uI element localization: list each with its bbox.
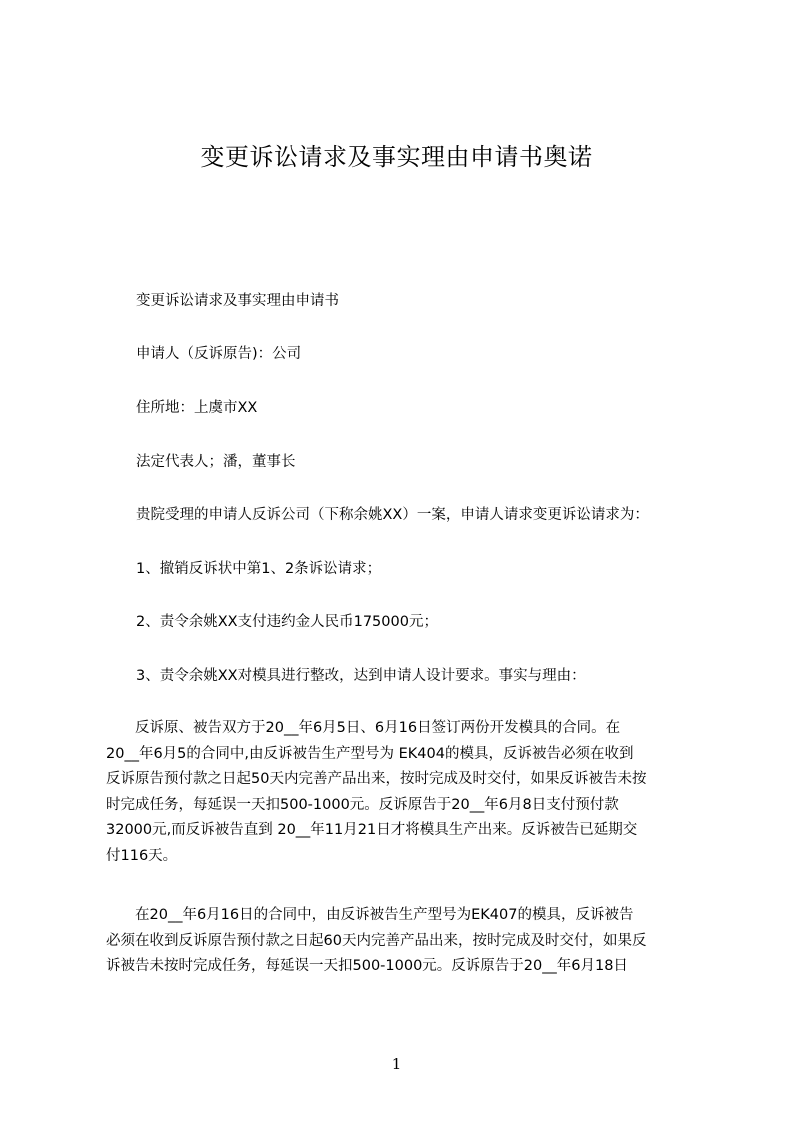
- paragraph-line: 20__年6月5的合同中,由反诉被告生产型号为 EK404的模具，反诉被告必须在收到: [106, 745, 634, 762]
- body-line-request-3: 3、责令余姚XX对模具进行整改，达到申请人设计要求。事实与理由：: [136, 668, 586, 684]
- paragraph-line: 在20__年6月16日的合同中，由反诉被告生产型号为EK407的模具，反诉被告: [106, 907, 634, 923]
- paragraph-first-contract: [106, 716, 696, 870]
- paragraph-line: 时完成任务，每延误一天扣500-1000元。反诉原告于20__年6月8日支付预付款: [106, 796, 619, 813]
- body-line-request-2: 2、责令余姚XX支付违约金人民币175000元；: [136, 614, 438, 630]
- body-line-legal-representative: 法定代表人；潘，董事长: [136, 454, 296, 470]
- paragraph-line: 32000元,而反诉被告直到 20__年11月21日才将模具生产出来。反诉被告已延期交: [106, 822, 638, 839]
- body-line-request-1: 1、撤销反诉状中第1、2条诉讼请求；: [136, 561, 382, 577]
- paragraph-line: 付116天。: [106, 847, 178, 864]
- document-title: 变更诉讼请求及事实理由申请书奥诺: [200, 143, 593, 171]
- paragraph-line: 反诉原告预付款之日起50天内完善产品出来，按时完成及时交付，如果反诉被告未按: [106, 771, 647, 788]
- body-line-intro: 贵院受理的申请人反诉公司（下称余姚XX）一案，申请人请求变更诉讼请求为：: [136, 507, 649, 523]
- paragraph-line: 诉被告未按时完成任务，每延误一天扣500-1000元。反诉原告于20__年6月18日: [106, 958, 628, 975]
- page-number: 1: [391, 1055, 402, 1073]
- paragraph-second-contract: [106, 903, 696, 980]
- body-line-address: 住所地：上虞市XX: [136, 400, 258, 416]
- paragraph-line: 反诉原、被告双方于20__年6月5日、6月16日签订两份开发模具的合同。在: [106, 720, 621, 736]
- paragraph-line: 必须在收到反诉原告预付款之日起60天内完善产品出来，按时完成及时交付，如果反: [106, 932, 647, 949]
- body-line-heading: 变更诉讼请求及事实理由申请书: [136, 293, 339, 309]
- body-line-applicant: 申请人（反诉原告)：公司: [136, 346, 302, 362]
